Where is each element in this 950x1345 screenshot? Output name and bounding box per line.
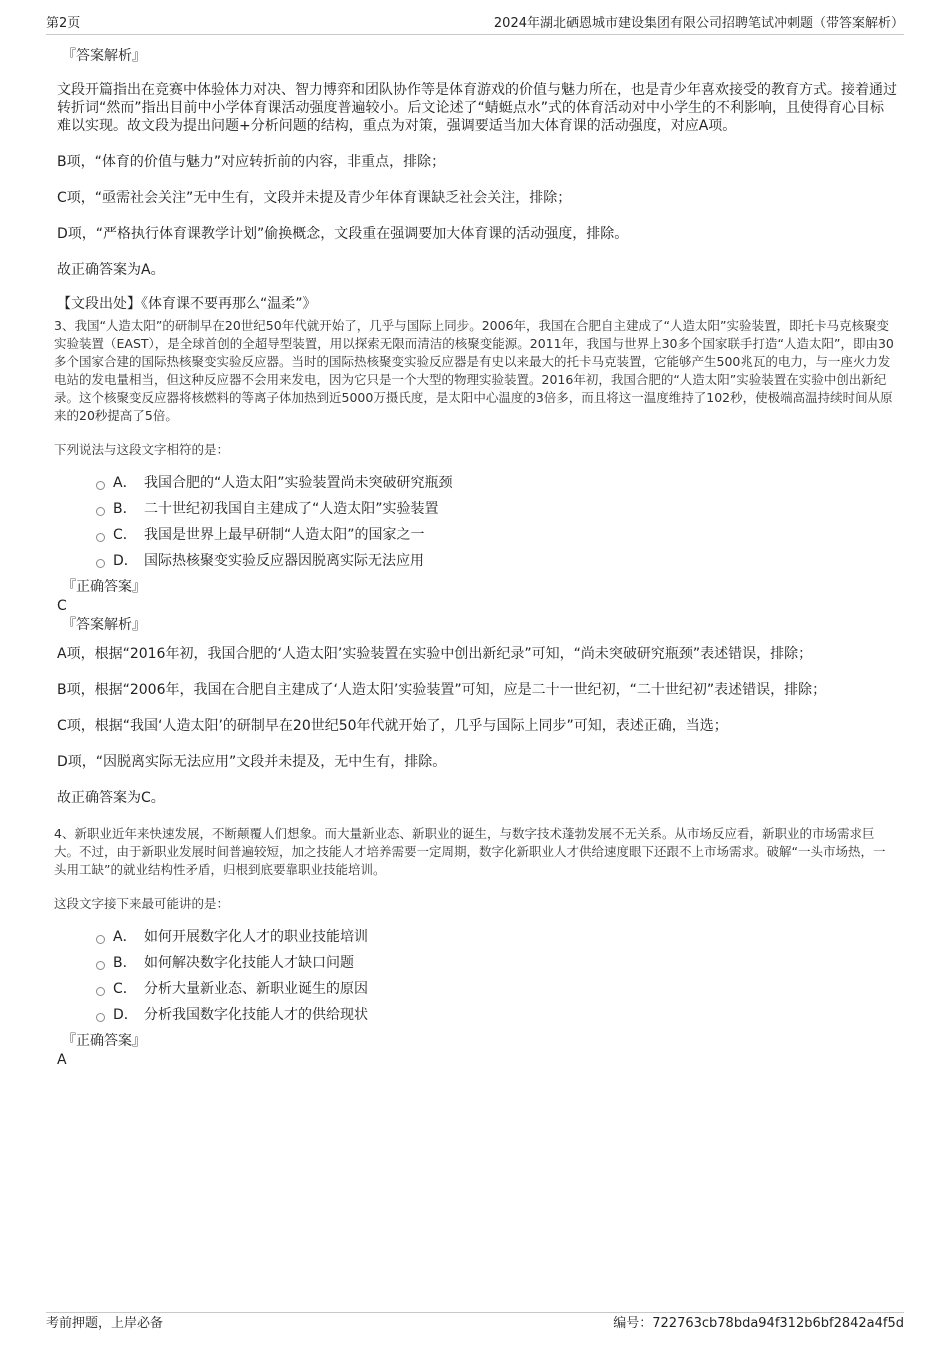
radio-icon[interactable]	[96, 507, 105, 516]
q4-question: 这段文字接下来最可能讲的是：	[54, 896, 230, 911]
q4-answer-tag: 『正确答案』	[62, 1033, 146, 1049]
q4-passage: 4、新职业近年来快速发展，不断颠覆人们想象。而大量新业态、新职业的诞生，与数字技术蓬勃发展不无关系。从市场反应看，新职业的市场需求巨大。不过，由于新职业发展时间普遍较短，加之技能人才培养需要一定周期，数字化新职业人才供给速度眼下还跟不上市场需求。破解“一头市场热，一头用工缺”的就业结构性矛盾，归根到底要靠职业技能培训。	[54, 826, 886, 877]
page-footer	[46, 1312, 904, 1335]
q2-conclusion: 故正确答案为A。	[57, 262, 165, 278]
q4-option-a[interactable]: A． 如何开展数字化人才的职业技能培训	[96, 927, 897, 947]
page-number: 第2页	[46, 16, 81, 31]
footer-serial: 编号：722763cb78bda94f312b6bf2842a4f5d	[613, 1316, 904, 1331]
footer-slogan: 考前押题，上岸必备	[46, 1316, 164, 1331]
radio-icon[interactable]	[96, 935, 105, 944]
q4-option-c[interactable]: C． 分析大量新业态、新职业诞生的原因	[96, 979, 897, 999]
q4-option-b[interactable]: B． 如何解决数字化技能人才缺口问题	[96, 953, 897, 973]
q4-answer: A	[57, 1052, 67, 1068]
q3-analysis-b: B项，根据“2006年，我国在合肥自主建成了‘人造太阳’实验装置”可知，应是二十一世纪初，“二十世纪初”表述错误，排除；	[57, 682, 827, 698]
radio-icon[interactable]	[96, 987, 105, 996]
q3-analysis-c: C项，根据“我国‘人造太阳’的研制早在20世纪50年代就开始了，几乎与国际上同步”可知，表述正确，当选；	[57, 718, 728, 734]
q3-option-d[interactable]: D． 国际热核聚变实验反应器因脱离实际无法应用	[96, 551, 897, 571]
q2-source: 【文段出处】《体育课不要再那么“温柔”》	[57, 296, 317, 312]
q3-options	[96, 473, 897, 571]
q4-options	[96, 927, 897, 1025]
q3-analysis-tag: 『答案解析』	[62, 617, 146, 633]
q2-analysis-b: B项，“体育的价值与魅力”对应转折前的内容，非重点，排除；	[57, 154, 446, 170]
q3-option-a[interactable]: A． 我国合肥的“人造太阳”实验装置尚未突破研究瓶颈	[96, 473, 897, 493]
q3-answer-tag: 『正确答案』	[62, 579, 146, 595]
q3-passage: 3、我国“人造太阳”的研制早在20世纪50年代就开始了，几乎与国际上同步。2006年，我国在合肥自主建成了“人造太阳”实验装置，即托卡马克核聚变实验装置（EAST），是全球首创的全超导型装置，用以探索无限而清洁的核聚变能源。2011年，我国与世界上30多个国家联手打造“人造太阳”，即由30多个国家合建的国际热核聚变实验反应器。当时的国际热核聚变实验反应器是有史以来最大的托卡马克装置，它能够产生500兆瓦的电力，与一座火力发电站的发电量相当，但这种反应器不会用来发电，因为它只是一个大型的物理实验装置。2016年初，我国合肥的“人造太阳”实验装置在实验中创出新纪录。这个核聚变反应器将核燃料的等离子体加热到近5000万摄氏度，是太阳中心温度的3倍多，而且将这一温度维持了102秒，使极端高温持续时间从原来的20秒提高了5倍。	[54, 318, 894, 423]
q4-option-d[interactable]: D． 分析我国数字化技能人才的供给现状	[96, 1005, 897, 1025]
q3-conclusion: 故正确答案为C。	[57, 790, 165, 806]
q3-analysis-d: D项，“因脱离实际无法应用”文段并未提及，无中生有，排除。	[57, 754, 447, 770]
radio-icon[interactable]	[96, 961, 105, 970]
q3-answer: C	[57, 598, 67, 614]
q2-analysis-tag: 『答案解析』	[62, 48, 146, 64]
q2-analysis-c: C项，“亟需社会关注”无中生有，文段并未提及青少年体育课缺乏社会关注，排除；	[57, 190, 572, 206]
radio-icon[interactable]	[96, 481, 105, 490]
radio-icon[interactable]	[96, 1013, 105, 1022]
radio-icon[interactable]	[96, 533, 105, 542]
page-content	[54, 46, 897, 1069]
q3-question: 下列说法与这段文字相符的是：	[54, 442, 230, 457]
document-title: 2024年湖北硒恩城市建设集团有限公司招聘笔试冲刺题（带答案解析）	[493, 16, 904, 31]
q2-analysis-d: D项，“严格执行体育课教学计划”偷换概念，文段重在强调要加大体育课的活动强度，排除。	[57, 226, 629, 242]
q3-option-c[interactable]: C． 我国是世界上最早研制“人造太阳”的国家之一	[96, 525, 897, 545]
radio-icon[interactable]	[96, 559, 105, 568]
q2-analysis-main: 文段开篇指出在竞赛中体验体力对决、智力博弈和团队协作等是体育游戏的价值与魅力所在，也是青少年喜欢接受的教育方式。接着通过转折词“然而”指出目前中小学体育课活动强度普遍较小。后文论述了“蜻蜓点水”式的体育活动对中小学生的不利影响，且使得育心目标难以实现。故文段为提出问题+分析问题的结构，重点为对策，强调要适当加大体育课的活动强度，对应A项。	[57, 82, 897, 134]
page-header	[46, 14, 904, 35]
q3-option-b[interactable]: B． 二十世纪初我国自主建成了“人造太阳”实验装置	[96, 499, 897, 519]
q3-analysis-a: A项，根据“2016年初，我国合肥的‘人造太阳’实验装置在实验中创出新纪录”可知，“尚未突破研究瓶颈”表述错误，排除；	[57, 646, 813, 662]
